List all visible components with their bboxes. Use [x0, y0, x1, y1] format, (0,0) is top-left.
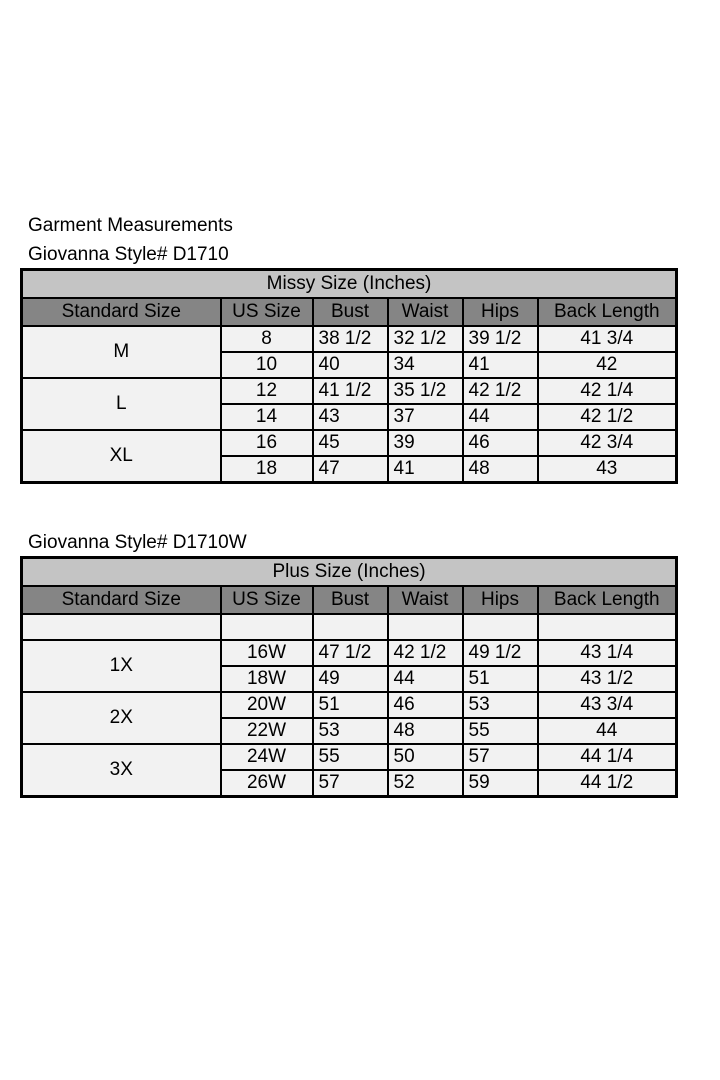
- bust-cell: 47: [313, 456, 388, 483]
- header-hips: Hips: [463, 298, 538, 326]
- standard-size-cell: XL: [22, 430, 221, 483]
- hips-cell: 39 1/2: [463, 326, 538, 352]
- waist-cell: 34: [388, 352, 463, 378]
- back-length-cell: 42: [538, 352, 677, 378]
- hips-cell: 44: [463, 404, 538, 430]
- bust-cell: 53: [313, 718, 388, 744]
- table-row: [22, 378, 677, 404]
- bust-cell: 38 1/2: [313, 326, 388, 352]
- bust-cell: 49: [313, 666, 388, 692]
- table-row: [22, 692, 677, 718]
- plus-size-table: [20, 556, 678, 798]
- bust-cell: 43: [313, 404, 388, 430]
- waist-cell: 42 1/2: [388, 640, 463, 666]
- back-length-cell: 43 3/4: [538, 692, 677, 718]
- empty-cell: [22, 614, 221, 640]
- missy-size-table: [20, 268, 678, 484]
- table-title-row: [22, 558, 677, 587]
- waist-cell: 39: [388, 430, 463, 456]
- hips-cell: 48: [463, 456, 538, 483]
- style-label-missy: Giovanna Style# D1710: [28, 244, 229, 265]
- standard-size-cell: 3X: [22, 744, 221, 797]
- waist-cell: 35 1/2: [388, 378, 463, 404]
- header-us-size: US Size: [221, 298, 313, 326]
- table-row: [22, 640, 677, 666]
- header-back-length: Back Length: [538, 298, 677, 326]
- table-row: [22, 430, 677, 456]
- bust-cell: 57: [313, 770, 388, 797]
- standard-size-cell: 2X: [22, 692, 221, 744]
- header-bust: Bust: [313, 586, 388, 614]
- waist-cell: 44: [388, 666, 463, 692]
- empty-cell: [221, 614, 313, 640]
- waist-cell: 48: [388, 718, 463, 744]
- back-length-cell: 44: [538, 718, 677, 744]
- back-length-cell: 42 3/4: [538, 430, 677, 456]
- document-title: Garment Measurements: [28, 215, 233, 236]
- us-size-cell: 20W: [221, 692, 313, 718]
- header-standard-size: Standard Size: [22, 298, 221, 326]
- hips-cell: 46: [463, 430, 538, 456]
- back-length-cell: 44 1/4: [538, 744, 677, 770]
- us-size-cell: 10: [221, 352, 313, 378]
- standard-size-cell: M: [22, 326, 221, 378]
- empty-row: [22, 614, 677, 640]
- bust-cell: 55: [313, 744, 388, 770]
- header-waist: Waist: [388, 586, 463, 614]
- table-row: [22, 744, 677, 770]
- us-size-cell: 18W: [221, 666, 313, 692]
- waist-cell: 32 1/2: [388, 326, 463, 352]
- us-size-cell: 22W: [221, 718, 313, 744]
- header-standard-size: Standard Size: [22, 586, 221, 614]
- empty-cell: [313, 614, 388, 640]
- us-size-cell: 16W: [221, 640, 313, 666]
- bust-cell: 41 1/2: [313, 378, 388, 404]
- waist-cell: 52: [388, 770, 463, 797]
- standard-size-cell: 1X: [22, 640, 221, 692]
- bust-cell: 40: [313, 352, 388, 378]
- empty-cell: [463, 614, 538, 640]
- hips-cell: 59: [463, 770, 538, 797]
- back-length-cell: 41 3/4: [538, 326, 677, 352]
- us-size-cell: 14: [221, 404, 313, 430]
- hips-cell: 53: [463, 692, 538, 718]
- table-title: Plus Size (Inches): [22, 558, 677, 587]
- hips-cell: 57: [463, 744, 538, 770]
- hips-cell: 55: [463, 718, 538, 744]
- empty-cell: [538, 614, 677, 640]
- header-row: [22, 298, 677, 326]
- back-length-cell: 42 1/2: [538, 404, 677, 430]
- us-size-cell: 8: [221, 326, 313, 352]
- waist-cell: 41: [388, 456, 463, 483]
- table-title-row: [22, 270, 677, 299]
- us-size-cell: 12: [221, 378, 313, 404]
- hips-cell: 51: [463, 666, 538, 692]
- waist-cell: 46: [388, 692, 463, 718]
- waist-cell: 37: [388, 404, 463, 430]
- hips-cell: 41: [463, 352, 538, 378]
- header-row: [22, 586, 677, 614]
- back-length-cell: 43 1/4: [538, 640, 677, 666]
- bust-cell: 47 1/2: [313, 640, 388, 666]
- header-us-size: US Size: [221, 586, 313, 614]
- header-waist: Waist: [388, 298, 463, 326]
- header-back-length: Back Length: [538, 586, 677, 614]
- back-length-cell: 43: [538, 456, 677, 483]
- header-bust: Bust: [313, 298, 388, 326]
- bust-cell: 51: [313, 692, 388, 718]
- us-size-cell: 18: [221, 456, 313, 483]
- back-length-cell: 43 1/2: [538, 666, 677, 692]
- standard-size-cell: L: [22, 378, 221, 430]
- us-size-cell: 16: [221, 430, 313, 456]
- table-row: [22, 326, 677, 352]
- us-size-cell: 24W: [221, 744, 313, 770]
- hips-cell: 42 1/2: [463, 378, 538, 404]
- waist-cell: 50: [388, 744, 463, 770]
- back-length-cell: 42 1/4: [538, 378, 677, 404]
- empty-cell: [388, 614, 463, 640]
- table-title: Missy Size (Inches): [22, 270, 677, 299]
- hips-cell: 49 1/2: [463, 640, 538, 666]
- back-length-cell: 44 1/2: [538, 770, 677, 797]
- style-label-plus: Giovanna Style# D1710W: [28, 532, 247, 553]
- bust-cell: 45: [313, 430, 388, 456]
- us-size-cell: 26W: [221, 770, 313, 797]
- header-hips: Hips: [463, 586, 538, 614]
